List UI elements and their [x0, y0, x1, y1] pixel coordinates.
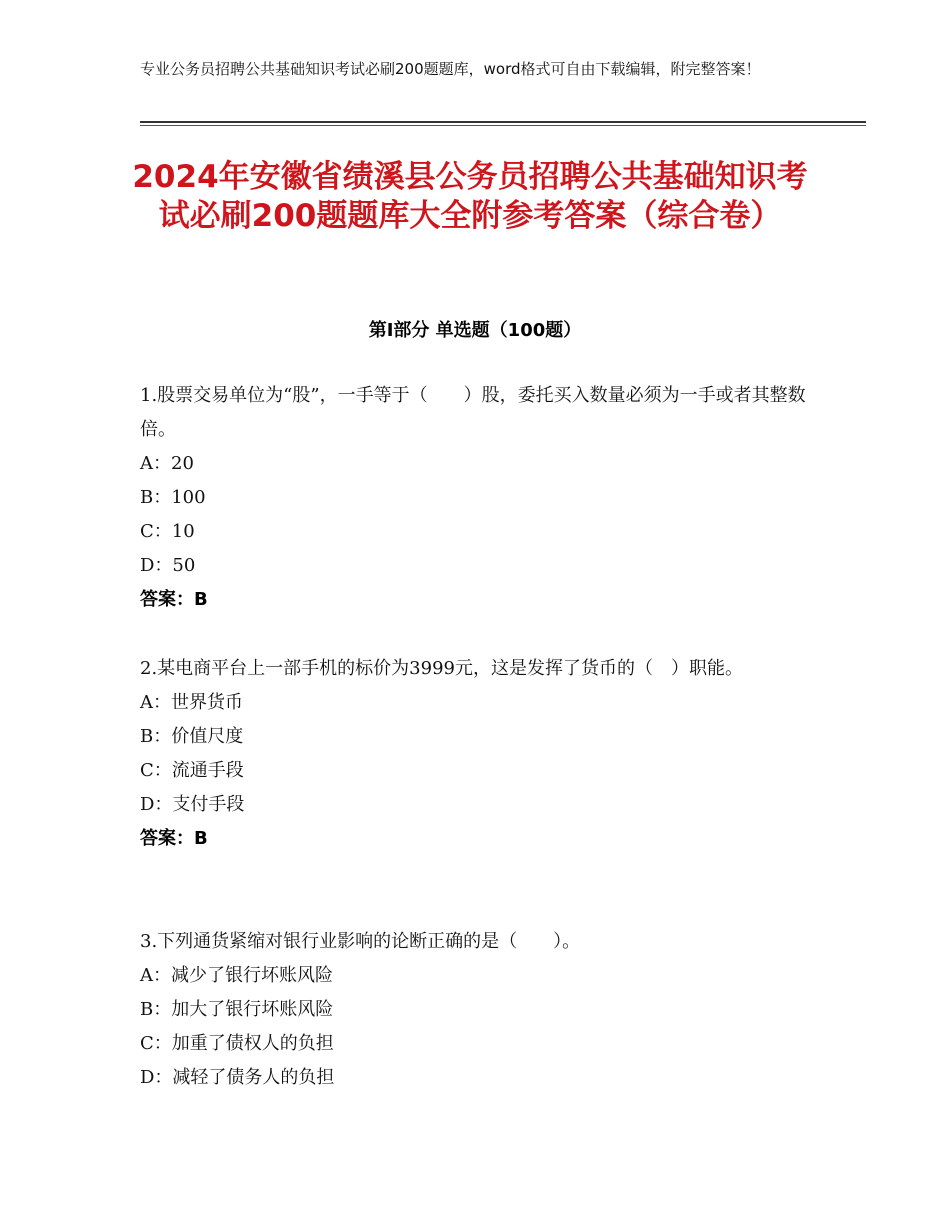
header-rule-thick — [140, 121, 866, 123]
option-b: B：100 — [140, 487, 206, 508]
section-title: 第Ⅰ部分 单选题（100题） — [368, 320, 582, 341]
option-c: C：流通手段 — [140, 760, 244, 781]
question-stem: 1.股票交易单位为“股”，一手等于（ ）股，委托买入数量必须为一手或者其整数倍。 — [140, 385, 806, 440]
option-c: C：10 — [140, 521, 195, 542]
question-2 — [140, 652, 820, 856]
option-b: B：加大了银行坏账风险 — [140, 999, 334, 1020]
question-stem: 2.某电商平台上一部手机的标价为3999元，这是发挥了货币的（ ）职能。 — [140, 658, 743, 679]
option-c: C：加重了债权人的负担 — [140, 1033, 334, 1054]
option-d: D：支付手段 — [140, 794, 245, 815]
option-d: D：50 — [140, 555, 196, 576]
option-d: D：减轻了债务人的负担 — [140, 1067, 335, 1088]
option-a: A：世界货币 — [140, 692, 243, 713]
header-note: 专业公务员招聘公共基础知识考试必刷200题题库，word格式可自由下载编辑，附完整答案！ — [140, 60, 761, 78]
answer-label: 答案：B — [140, 828, 208, 849]
option-b: B：价值尺度 — [140, 726, 244, 747]
option-a: A：20 — [140, 453, 194, 474]
question-stem: 3.下列通货紧缩对银行业影响的论断正确的是（ ）。 — [140, 931, 581, 952]
header-rule-thin — [140, 125, 866, 126]
question-3 — [140, 925, 820, 1095]
answer-label: 答案：B — [140, 589, 208, 610]
question-1 — [140, 379, 820, 617]
document-title: 2024年安徽省绩溪县公务员招聘公共基础知识考试必刷200题题库大全附参考答案（综合卷） — [132, 159, 808, 234]
option-a: A：减少了银行坏账风险 — [140, 965, 333, 986]
